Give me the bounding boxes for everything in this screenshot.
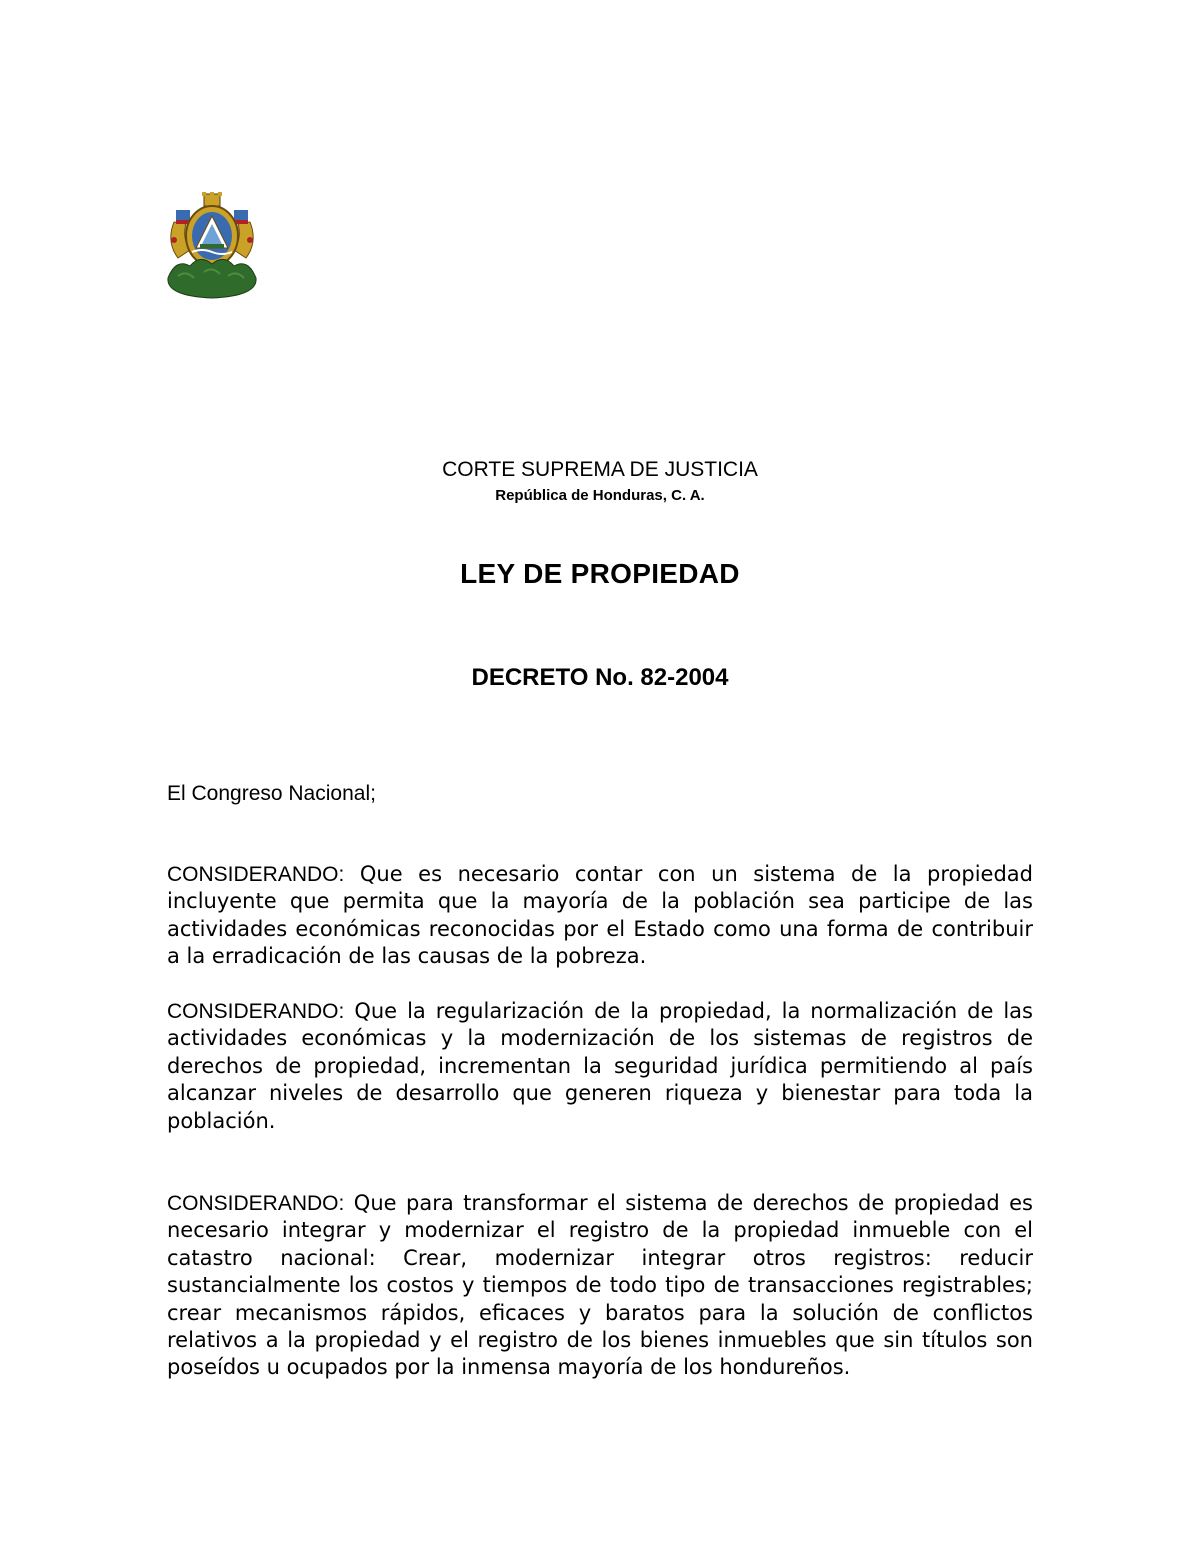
paragraph-text: Que la regularización de la propiedad, la normalización de las actividades económicas y la modernización de los sistemas de registros de derechos de propiedad, incrementan la seguridad jurídica permitiendo al país alcanzar niveles de desarrollo que generen riqueza y bienestar para toda la población.	[167, 999, 1033, 1133]
considerando-paragraph-1	[167, 861, 1033, 971]
considerando-paragraph-3	[167, 1190, 1033, 1382]
paragraph-text: Que es necesario contar con un sistema de la propiedad incluyente que permita que la mayoría de la población sea participe de las actividades económicas reconocidas por el Estado como una forma de contribuir a la erradicación de las causas de la pobreza.	[167, 862, 1033, 969]
court-name: CORTE SUPREMA DE JUSTICIA	[442, 458, 758, 481]
decree-number: DECRETO No. 82-2004	[471, 664, 729, 691]
considerando-label: CONSIDERANDO:	[167, 863, 345, 886]
paragraph-text: Que para transformar el sistema de derechos de propiedad es necesario integrar y modernizar el registro de la propiedad inmueble con el catastro nacional: Crear, modernizar integrar otros registros: reducir sustancialmente los costos y tiempos de todo tipo de transacciones registrables; crear mecanismos rápidos, eficaces y baratos para la solución de conflictos relativos a la propiedad y el registro de los bienes inmuebles que sin títulos son poseídos u ocupados por la inmensa mayoría de los hondureños.	[167, 1191, 1033, 1380]
law-title: LEY DE PROPIEDAD	[460, 558, 740, 589]
addressee: El Congreso Nacional;	[167, 782, 376, 805]
republic-subtitle: República de Honduras, C. A.	[495, 487, 705, 504]
honduras-coat-of-arms-icon	[164, 192, 260, 300]
considerando-label: CONSIDERANDO:	[167, 1192, 345, 1215]
considerando-label: CONSIDERANDO:	[167, 1000, 345, 1023]
considerando-paragraph-2	[167, 998, 1033, 1135]
